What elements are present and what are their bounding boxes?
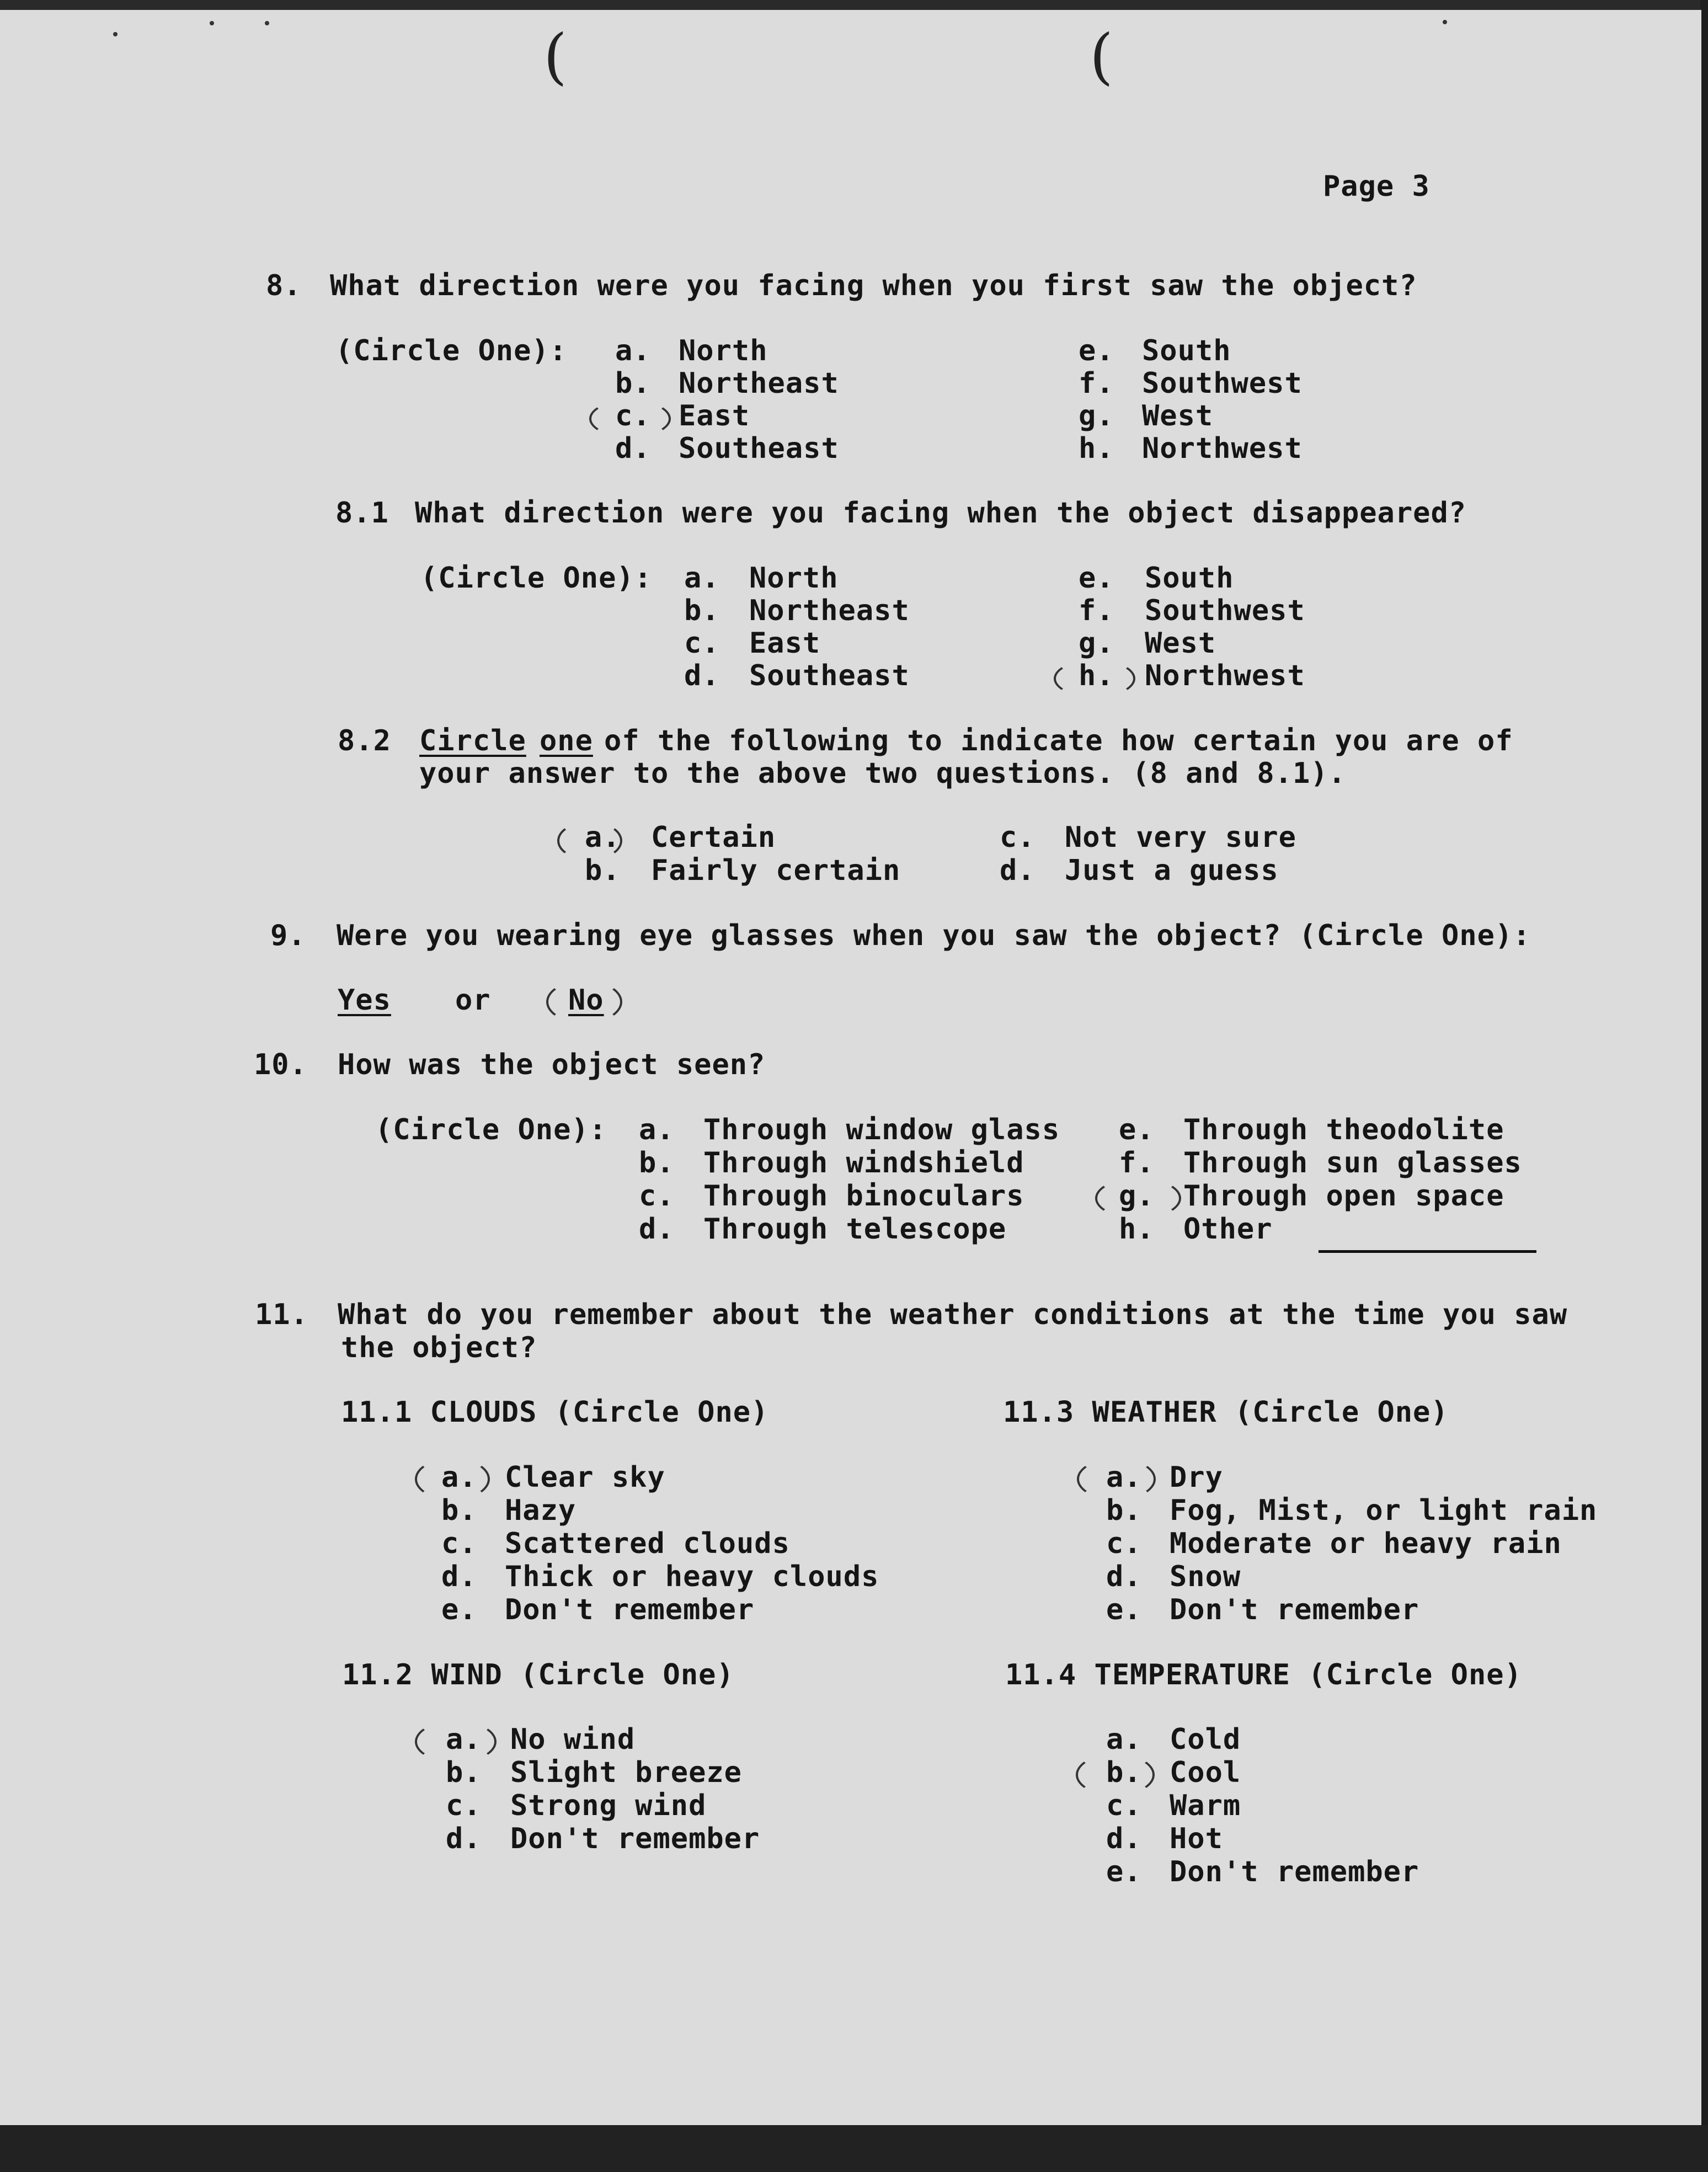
q81-opt-g-letter: g. bbox=[1079, 627, 1114, 660]
q9-yes: Yes bbox=[338, 984, 391, 1017]
weather-opt-c-label: Moderate or heavy rain bbox=[1170, 1527, 1562, 1560]
q82-opt-b-label: Fairly certain bbox=[651, 854, 901, 887]
scan-speck bbox=[265, 21, 269, 25]
q81-opt-d-label: Southeast bbox=[749, 659, 910, 692]
q81-opt-f-label: Southwest bbox=[1145, 594, 1305, 627]
wind-opt-a-label: No wind bbox=[510, 1723, 636, 1756]
q10-opt-b-letter: b. bbox=[639, 1146, 675, 1180]
q81-opt-c-label: East bbox=[749, 627, 821, 660]
q8-opt-d-letter: d. bbox=[615, 432, 651, 465]
q8-opt-e-letter: e. bbox=[1079, 334, 1114, 367]
temp-opt-c-letter: c. bbox=[1106, 1789, 1142, 1822]
q10-opt-h-label: Other bbox=[1183, 1213, 1273, 1246]
q81-opt-b-letter: b. bbox=[684, 594, 720, 627]
punch-mark-right: ( bbox=[1090, 21, 1113, 92]
document-page bbox=[0, 10, 1701, 2162]
q10-opt-d-letter: d. bbox=[639, 1213, 675, 1246]
q9-or: or bbox=[455, 984, 491, 1017]
scan-speck bbox=[210, 21, 214, 25]
q9-number: 9. bbox=[270, 919, 306, 952]
temp-opt-d-label: Hot bbox=[1170, 1822, 1223, 1855]
q10-opt-c-letter: c. bbox=[639, 1180, 675, 1213]
q8-opt-d-label: Southeast bbox=[679, 432, 839, 465]
q82-opt-d-letter: d. bbox=[1000, 854, 1036, 887]
weather-opt-c-letter: c. bbox=[1106, 1527, 1142, 1560]
q8-opt-f-letter: f. bbox=[1079, 367, 1114, 400]
clouds-opt-d-letter: d. bbox=[441, 1560, 477, 1593]
scan-speck bbox=[1443, 20, 1447, 24]
q82-number: 8.2 bbox=[338, 724, 391, 757]
q10-text: How was the object seen? bbox=[338, 1048, 766, 1081]
q82-opt-b-letter: b. bbox=[585, 854, 621, 887]
q11-temperature-title: 11.4 TEMPERATURE (Circle One) bbox=[1005, 1658, 1522, 1691]
q11-number: 11. bbox=[255, 1298, 308, 1331]
temp-opt-b-letter: b. bbox=[1106, 1756, 1142, 1789]
q82-opt-a-label: Certain bbox=[651, 821, 776, 854]
q81-opt-e-letter: e. bbox=[1079, 562, 1114, 595]
scan-speck bbox=[113, 32, 118, 36]
q9-text: Were you wearing eye glasses when you saw the object? (Circle One): bbox=[337, 919, 1531, 952]
q10-opt-e-label: Through theodolite bbox=[1183, 1113, 1504, 1146]
q8-opt-h-letter: h. bbox=[1079, 432, 1114, 465]
temp-opt-e-label: Don't remember bbox=[1170, 1855, 1419, 1888]
wind-opt-b-label: Slight breeze bbox=[510, 1756, 742, 1789]
q81-opt-a-letter: a. bbox=[684, 562, 720, 595]
q8-opt-a-letter: a. bbox=[615, 334, 651, 367]
wind-opt-c-label: Strong wind bbox=[510, 1789, 707, 1822]
weather-opt-b-letter: b. bbox=[1106, 1494, 1142, 1527]
q8-opt-f-label: Southwest bbox=[1142, 367, 1303, 400]
wind-opt-d-letter: d. bbox=[446, 1822, 482, 1855]
scan-edge-bottom bbox=[0, 2125, 1708, 2172]
q9-answer-circle bbox=[546, 980, 622, 1024]
weather-opt-a-label: Dry bbox=[1170, 1461, 1223, 1494]
q81-answer-circle bbox=[1054, 659, 1135, 698]
q10-instruction: (Circle One): bbox=[375, 1113, 607, 1146]
q81-opt-g-label: West bbox=[1145, 627, 1216, 660]
q82-word-circle: Circle bbox=[419, 724, 526, 757]
clouds-opt-c-label: Scattered clouds bbox=[505, 1527, 790, 1560]
q8-number: 8. bbox=[266, 269, 302, 302]
q8-instruction: (Circle One): bbox=[335, 334, 567, 367]
weather-opt-d-letter: d. bbox=[1106, 1560, 1142, 1593]
weather-opt-a-letter: a. bbox=[1106, 1461, 1142, 1494]
q8-opt-a-label: North bbox=[679, 334, 768, 367]
q82-opt-c-letter: c. bbox=[1000, 821, 1036, 854]
clouds-opt-a-letter: a. bbox=[441, 1461, 477, 1494]
q11-weather-title: 11.3 WEATHER (Circle One) bbox=[1003, 1396, 1449, 1429]
q81-opt-c-letter: c. bbox=[684, 627, 720, 660]
q10-opt-g-label: Through open space bbox=[1183, 1180, 1504, 1213]
clouds-opt-c-letter: c. bbox=[441, 1527, 477, 1560]
q81-number: 8.1 bbox=[335, 497, 389, 530]
q81-opt-e-label: South bbox=[1145, 562, 1234, 595]
q81-opt-h-letter: h. bbox=[1079, 659, 1114, 692]
q81-text: What direction were you facing when the object disappeared? bbox=[415, 497, 1467, 530]
q81-instruction: (Circle One): bbox=[420, 562, 652, 595]
q10-opt-f-label: Through sun glasses bbox=[1183, 1146, 1522, 1180]
q8-opt-e-label: South bbox=[1142, 334, 1231, 367]
weather-opt-e-letter: e. bbox=[1106, 1593, 1142, 1626]
q10-opt-c-label: Through binoculars bbox=[703, 1180, 1024, 1213]
wind-opt-a-letter: a. bbox=[446, 1723, 482, 1756]
q10-opt-h-letter: h. bbox=[1119, 1213, 1155, 1246]
clouds-opt-a-label: Clear sky bbox=[505, 1461, 665, 1494]
q82-word-one: one bbox=[540, 724, 593, 757]
weather-opt-e-label: Don't remember bbox=[1170, 1593, 1419, 1626]
q8-opt-g-letter: g. bbox=[1079, 399, 1114, 433]
q8-opt-c-letter: c. bbox=[615, 399, 651, 433]
temp-opt-d-letter: d. bbox=[1106, 1822, 1142, 1855]
scan-edge-right bbox=[1700, 0, 1708, 2172]
q8-opt-h-label: Northwest bbox=[1142, 432, 1303, 465]
q8-text: What direction were you facing when you first saw the object? bbox=[330, 269, 1417, 302]
q8-opt-b-letter: b. bbox=[615, 367, 651, 400]
q81-opt-f-letter: f. bbox=[1079, 594, 1114, 627]
q11-wind-title: 11.2 WIND (Circle One) bbox=[342, 1658, 734, 1691]
temp-opt-e-letter: e. bbox=[1106, 1855, 1142, 1888]
q81-opt-a-label: North bbox=[749, 562, 839, 595]
q11-text-line2: the object? bbox=[341, 1331, 537, 1364]
page-number: Page 3 bbox=[1323, 170, 1430, 203]
q8-opt-g-label: West bbox=[1142, 399, 1214, 433]
wind-opt-d-label: Don't remember bbox=[510, 1822, 760, 1855]
q82-text-line1: of the following to indicate how certain you are of bbox=[604, 724, 1513, 757]
q81-opt-b-label: Northeast bbox=[749, 594, 910, 627]
q10-opt-d-label: Through telescope bbox=[703, 1213, 1007, 1246]
q82-opt-a-letter: a. bbox=[585, 821, 621, 854]
q11-clouds-title: 11.1 CLOUDS (Circle One) bbox=[341, 1396, 769, 1429]
temp-opt-a-letter: a. bbox=[1106, 1723, 1142, 1756]
clouds-opt-b-label: Hazy bbox=[505, 1494, 577, 1527]
temp-opt-b-label: Cool bbox=[1170, 1756, 1241, 1789]
clouds-opt-d-label: Thick or heavy clouds bbox=[505, 1560, 879, 1593]
q82-opt-c-label: Not very sure bbox=[1065, 821, 1296, 854]
weather-opt-d-label: Snow bbox=[1170, 1560, 1241, 1593]
clouds-opt-e-letter: e. bbox=[441, 1593, 477, 1626]
q9-no: No bbox=[568, 984, 604, 1017]
temp-opt-a-label: Cold bbox=[1170, 1723, 1241, 1756]
wind-opt-c-letter: c. bbox=[446, 1789, 482, 1822]
q10-opt-f-letter: f. bbox=[1119, 1146, 1155, 1180]
q10-opt-g-letter: g. bbox=[1119, 1180, 1155, 1213]
q10-opt-a-label: Through window glass bbox=[703, 1113, 1060, 1146]
q10-opt-b-label: Through windshield bbox=[703, 1146, 1024, 1180]
q10-other-blank-line bbox=[1319, 1250, 1536, 1253]
weather-opt-b-label: Fog, Mist, or light rain bbox=[1170, 1494, 1598, 1527]
clouds-opt-e-label: Don't remember bbox=[505, 1593, 755, 1626]
q8-opt-c-label: East bbox=[679, 399, 750, 433]
q10-opt-a-letter: a. bbox=[639, 1113, 675, 1146]
q10-number: 10. bbox=[254, 1048, 307, 1081]
q82-text-line2: your answer to the above two questions. (8 and 8.1). bbox=[419, 757, 1346, 790]
q10-opt-e-letter: e. bbox=[1119, 1113, 1155, 1146]
temp-opt-c-label: Warm bbox=[1170, 1789, 1241, 1822]
q8-opt-b-label: Northeast bbox=[679, 367, 839, 400]
q11-text-line1: What do you remember about the weather conditions at the time you saw bbox=[338, 1298, 1568, 1331]
clouds-opt-b-letter: b. bbox=[441, 1494, 477, 1527]
q81-opt-h-label: Northwest bbox=[1145, 659, 1305, 692]
punch-mark-left: ( bbox=[543, 21, 567, 92]
scan-edge-top bbox=[0, 0, 1708, 10]
wind-opt-b-letter: b. bbox=[446, 1756, 482, 1789]
q81-opt-d-letter: d. bbox=[684, 659, 720, 692]
q82-opt-d-label: Just a guess bbox=[1065, 854, 1279, 887]
